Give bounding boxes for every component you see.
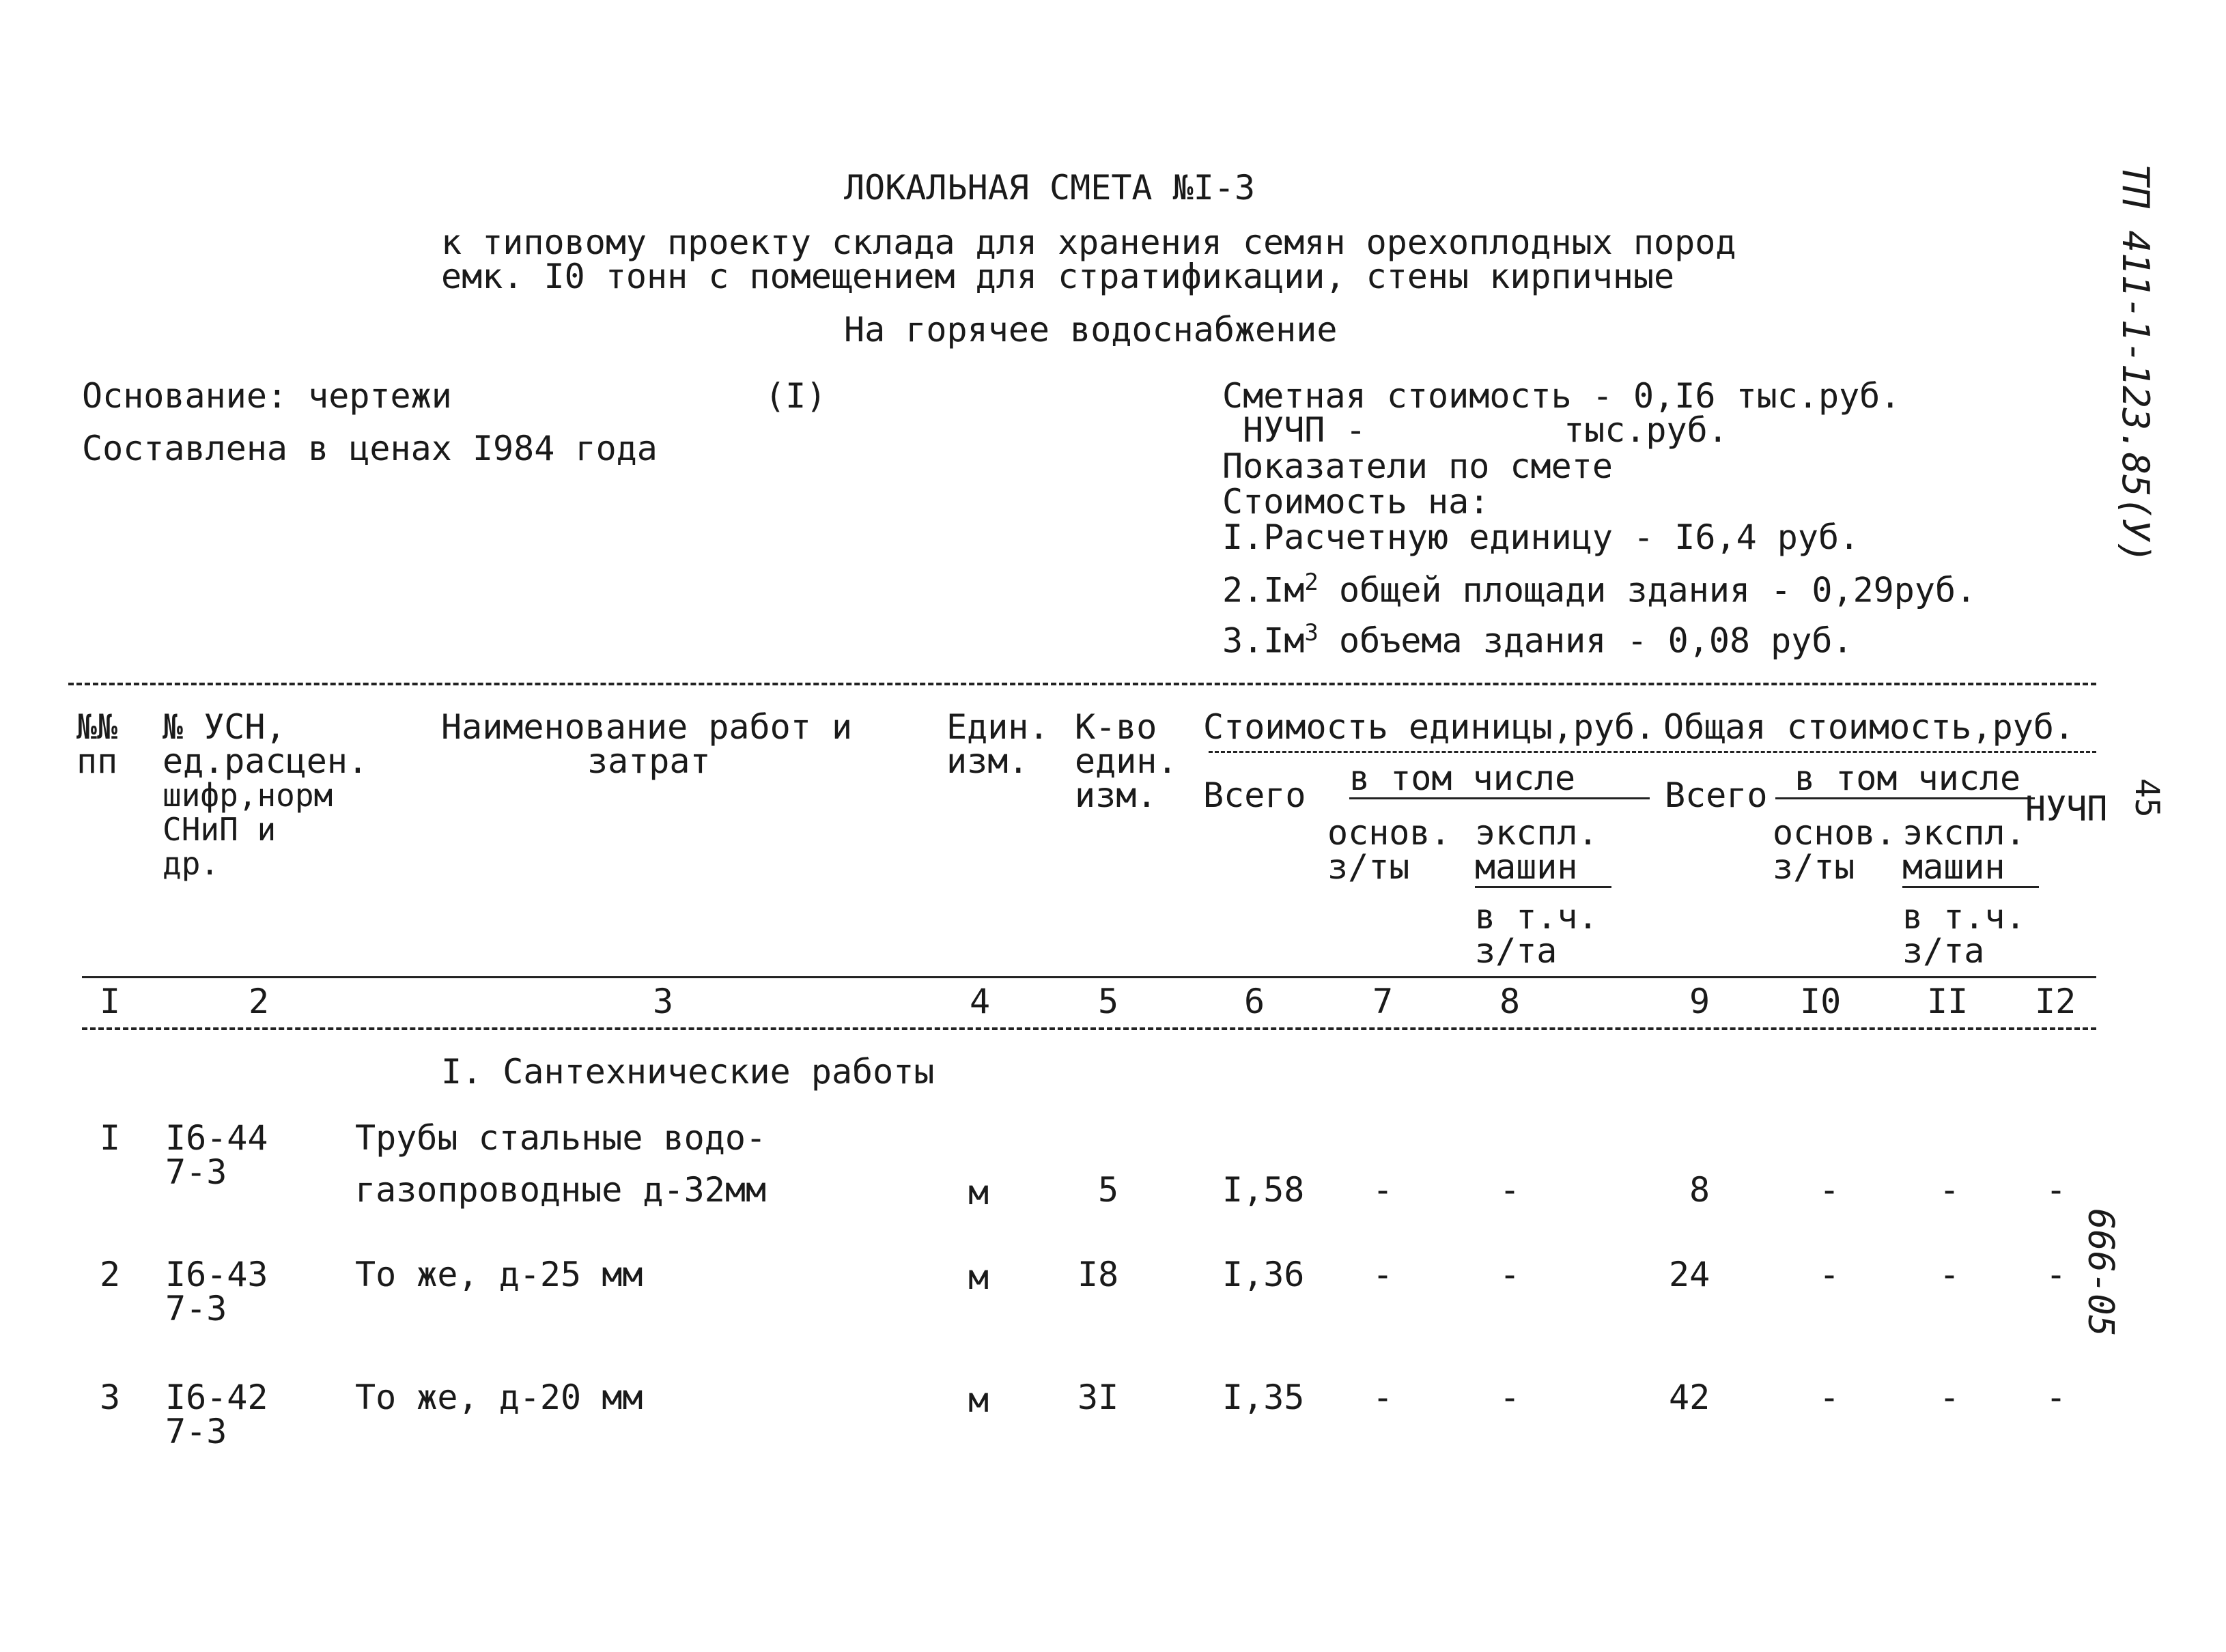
document-title: ЛОКАЛЬНАЯ СМЕТА №I-3 [844,168,1256,208]
row-total: 42 [1669,1378,1710,1417]
column-numbers-bottom-rule [82,1027,2096,1030]
column-number: 2 [249,982,270,1021]
col-code-header: № УСН, [163,707,286,747]
column-number: I2 [2035,982,2076,1021]
row-total-wage: - [1819,1170,1840,1210]
row-total: 24 [1669,1255,1710,1294]
project-code-annotation: ТП 411-1-123.85(У) [2114,164,2157,564]
cost-on-label: Стоимость на: [1222,482,1490,522]
column-number: 5 [1098,982,1119,1021]
col-unit-header: Един. [946,707,1049,747]
row-name: То же, д-20 мм [355,1378,643,1417]
row-nuchp: - [2046,1170,2067,1210]
col-qty-header: К-во [1075,707,1157,747]
unit-including-header: в том числе [1349,758,1576,798]
row-unit: м [968,1257,989,1297]
row-nuchp: - [2046,1378,2067,1417]
row-total-wage: - [1819,1255,1840,1294]
row-total-machine: - [1939,1170,1960,1210]
basis-ref: (I) [765,376,827,416]
column-number: 3 [653,982,674,1021]
row-code-sub: 7-3 [165,1412,227,1451]
row-code: I6-43 [165,1255,268,1294]
indicators-title: Показатели по смете [1222,446,1613,486]
row-code-sub: 7-3 [165,1152,227,1192]
indicator-3: $3.Iм^3$ объема здания - 0,08 руб. [1222,619,1853,661]
row-name: Трубы стальные водо- [355,1118,767,1158]
total-including-header: в том числе [1794,758,2021,798]
document-subtitle-line2: емк. I0 тонн с помещением для стратификации, стены кирпичные [441,257,1675,296]
column-number: I [100,982,121,1021]
estimated-cost: Сметная стоимость - 0,I6 тыс.руб. [1222,376,1901,416]
row-total-machine: - [1939,1255,1960,1294]
basis-label: Основание: чертежи [82,376,452,416]
row-unit-machine: - [1499,1255,1521,1294]
section-title: I. Сантехнические работы [441,1052,935,1092]
nuchp-label: НУЧП - [1243,410,1366,450]
row-number: I [100,1118,121,1158]
row-unit: м [968,1380,989,1420]
row-code: I6-42 [165,1378,268,1417]
unit-machine-header: экспл. [1475,813,1598,853]
document-subtitle-line1: к типовому проекту склада для хранения семян орехоплодных пород [441,223,1736,262]
total-basic-wage-header: основ. [1773,813,1896,853]
unit-incl-wage-header: в т.ч. [1475,897,1598,937]
row-unit-total: I,36 [1222,1255,1305,1294]
unit-total-header: Всего [1203,775,1306,815]
row-unit-total: I,35 [1222,1378,1305,1417]
indicator-2: $2.Iм^2$ общей площади здания - 0,29руб. [1222,569,1977,610]
row-qty: 3I [1077,1378,1119,1417]
row-number: 2 [100,1255,121,1294]
page-number: 45 [2128,778,2166,818]
row-total-wage: - [1819,1378,1840,1417]
column-number: 4 [970,982,991,1021]
column-number: 9 [1689,982,1710,1021]
prices-year: Составлена в ценах I984 года [82,429,658,468]
row-unit-wage: - [1372,1255,1394,1294]
row-name: То же, д-25 мм [355,1255,643,1294]
unit-cost-group-header: Стоимость единицы,руб. [1203,707,1656,747]
total-incl-wage-header: в т.ч. [1902,897,2026,937]
section-heading: На горячее водоснабжение [844,310,1338,350]
row-qty: 5 [1098,1170,1119,1210]
total-total-header: Всего [1665,775,1768,815]
row-code: I6-44 [165,1118,268,1158]
indicator-1: I.Расчетную единицу - I6,4 руб. [1222,517,1860,557]
sheet-code-annotation: 666-05 [2080,1208,2121,1337]
row-qty: I8 [1077,1255,1119,1294]
table-top-rule [68,683,2096,685]
row-code-sub: 7-3 [165,1289,227,1328]
group-header-rule [1209,751,2096,753]
row-name-cont: газопроводные д-32мм [355,1170,767,1210]
col-num-header: №№ [76,707,118,747]
unit-basic-wage-header: основ. [1327,813,1451,853]
row-unit: м [968,1173,989,1212]
row-unit-machine: - [1499,1170,1521,1210]
row-total: 8 [1689,1170,1710,1210]
nuchp-unit: тыс.руб. [1564,410,1728,450]
col-name-header: Наименование работ и [441,707,853,747]
column-number: 6 [1244,982,1265,1021]
row-unit-wage: - [1372,1170,1394,1210]
row-unit-wage: - [1372,1378,1394,1417]
column-number: 7 [1372,982,1394,1021]
nuchp-header: НУЧП [2025,789,2108,829]
row-nuchp: - [2046,1255,2067,1294]
column-numbers-top-rule [82,976,2096,978]
total-cost-group-header: Общая стоимость,руб. [1663,707,2075,747]
row-number: 3 [100,1378,121,1417]
column-number: 8 [1499,982,1521,1021]
row-unit-total: I,58 [1222,1170,1305,1210]
row-total-machine: - [1939,1378,1960,1417]
total-machine-header: экспл. [1902,813,2026,853]
column-number: II [1927,982,1969,1021]
column-number: I0 [1800,982,1842,1021]
row-unit-machine: - [1499,1378,1521,1417]
